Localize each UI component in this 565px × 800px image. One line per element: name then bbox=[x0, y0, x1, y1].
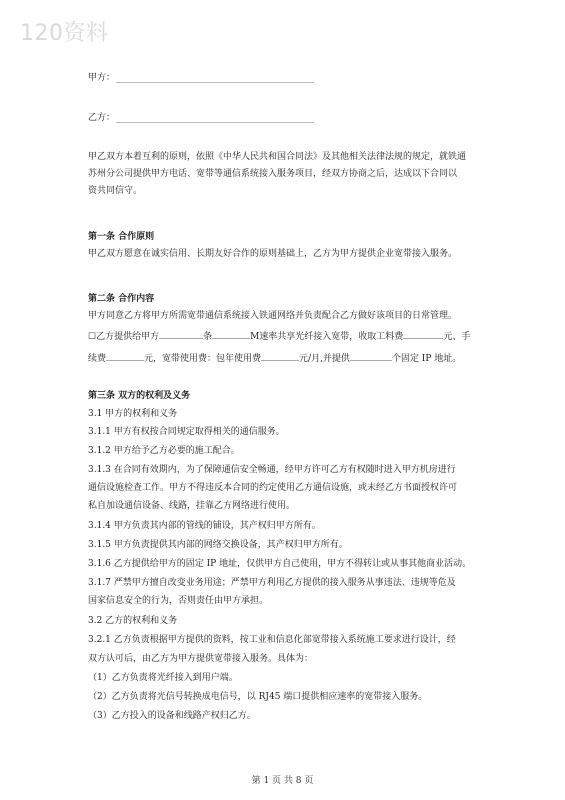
text-segment: 元/月,并提供 bbox=[299, 354, 350, 364]
party-a-blank bbox=[116, 73, 314, 83]
text-segment: ☐乙方提供给甲方 bbox=[88, 332, 160, 342]
blank-speed bbox=[212, 330, 250, 339]
text-segment: 元、手 bbox=[443, 332, 471, 342]
intro-line: 资共同信守。 bbox=[88, 186, 143, 196]
intro-line: 甲乙双方本着互利的原则，依照《中华人民共和国合同法》及其他相关法律法规的规定，就铁通 bbox=[88, 152, 467, 162]
party-b-field bbox=[88, 113, 314, 123]
clause: 3.1.7 严禁甲方擅自改变业务用途；严禁甲方利用乙方提供的接入服务从事违法、违规等危及 bbox=[88, 578, 456, 588]
article-2-line bbox=[88, 330, 470, 342]
article-1-body: 甲乙双方愿意在诚实信用、长期友好合作的原则基础上，乙方为甲方提供企业宽带接入服务。 bbox=[88, 249, 458, 259]
clause: 3.1.6 乙方提供给甲方的固定 IP 地址，仅供甲方自己使用，甲方不得转让或从事其他商业活动。 bbox=[88, 559, 472, 569]
text-segment: 个固定 IP 地址。 bbox=[391, 354, 462, 364]
clause: 3.1 甲方的权利和义务 bbox=[88, 409, 178, 419]
article-3-title: 第三条 双方的权利及义务 bbox=[88, 391, 191, 401]
blank-material-fee bbox=[403, 330, 443, 339]
article-2-title: 第二条 合作内容 bbox=[88, 294, 155, 304]
list-item: （1）乙方负责将光纤接入到用户端。 bbox=[88, 673, 238, 683]
text-segment: M速率共享光纤接入宽带，收取工料费 bbox=[250, 332, 404, 342]
text-segment: 元，宽带使用费：包年使用费 bbox=[144, 354, 262, 364]
clause: 通信设施检查工作。甲方不得违反本合同的约定使用乙方通信设施，或未经乙方书面授权许可 bbox=[88, 483, 458, 493]
clause: 3.1.1 甲方有权按合同规定取得相关的通信服务。 bbox=[88, 427, 285, 437]
list-item: （3）乙方投入的设备和线路产权归乙方。 bbox=[88, 711, 256, 721]
clause: 私自加设通信设备、线路，挂靠乙方网络进行使用。 bbox=[88, 501, 296, 511]
party-a-label: 甲方： bbox=[88, 73, 116, 83]
party-b-label: 乙方： bbox=[88, 113, 116, 123]
article-2-line: 甲方同意乙方将甲方所需宽带通信系统接入铁通网络并负责配合乙方做好该项目的日常管理。 bbox=[88, 311, 458, 321]
clause: 3.1.3 在合同有效期内，为了保障通信安全畅通，经甲方许可乙方有权随时进入甲方机房进行 bbox=[88, 465, 456, 475]
text-segment: 续费 bbox=[88, 354, 107, 364]
intro-line: 苏州分公司提供甲方电话、宽带等通信系统接入服务项目，经双方协商之后，达成以下合同以 bbox=[88, 169, 458, 179]
page-number: 第 1 页 共 8 页 bbox=[251, 776, 314, 786]
article-1-title: 第一条 合作原则 bbox=[88, 232, 155, 242]
clause: 3.2 乙方的权利和义务 bbox=[88, 616, 178, 626]
text-segment: 条 bbox=[203, 332, 213, 342]
blank-annual-fee bbox=[261, 352, 299, 361]
list-item: （2）乙方负责将光信号转换成电信号，以 RJ45 端口提供相应速率的宽带接入服务。 bbox=[88, 692, 428, 702]
clause: 3.2.1 乙方负责根据甲方提供的资料，按工业和信息化部宽带接入系统施工要求进行设计，经 bbox=[88, 635, 456, 645]
clause: 3.1.2 甲方给予乙方必要的施工配合。 bbox=[88, 446, 240, 456]
party-b-blank bbox=[116, 113, 314, 123]
party-a-field bbox=[88, 73, 314, 83]
blank-line-count bbox=[159, 330, 203, 339]
clause: 双方认可后，由乙方为甲方提供宽带接入服务。具体为： bbox=[88, 654, 314, 664]
watermark-logo: 120资料 bbox=[20, 21, 109, 46]
clause: 国家信息安全的行为，否则责任由甲方承担。 bbox=[88, 596, 269, 606]
blank-ip-count bbox=[350, 352, 392, 361]
clause: 3.1.4 甲方负责其内部的管线的铺设，其产权归甲方所有。 bbox=[88, 521, 321, 531]
blank-handling-fee bbox=[106, 352, 144, 361]
article-2-line bbox=[88, 352, 461, 364]
clause: 3.1.5 甲方负责提供其内部的网络交换设备，其产权归甲方所有。 bbox=[88, 540, 348, 550]
